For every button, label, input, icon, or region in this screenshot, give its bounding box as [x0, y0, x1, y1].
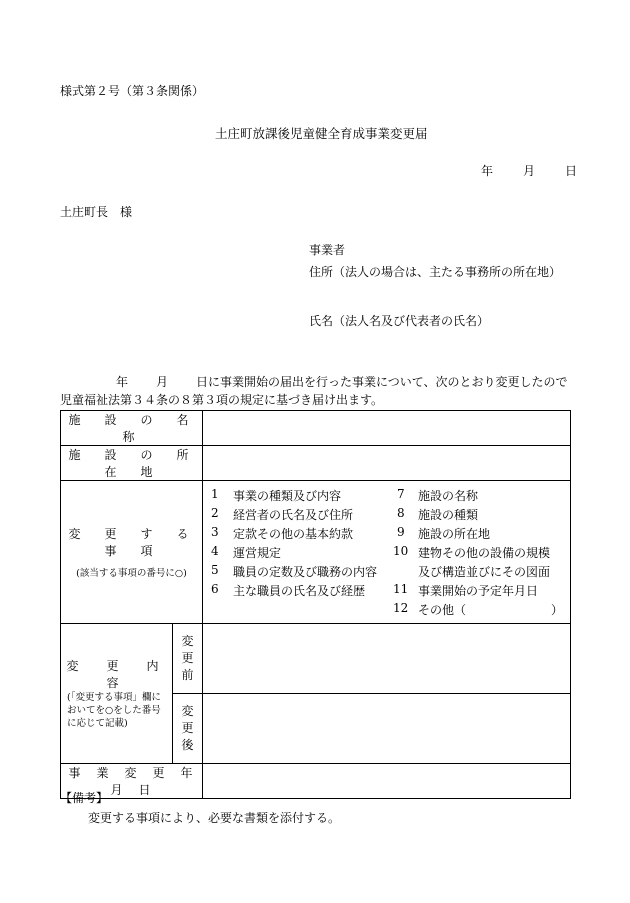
before-label: 変更前	[181, 634, 194, 682]
applicant-heading: 事業者	[309, 243, 346, 257]
date-day: 日	[565, 164, 578, 178]
change-item-num: 11	[393, 581, 409, 596]
addressee: 土庄町長 様	[60, 205, 133, 219]
remarks-heading: 【備考】	[60, 791, 109, 805]
change-item-text: ）	[551, 602, 564, 617]
change-item-text: 施設の種類	[418, 507, 479, 522]
after-label: 変更後	[181, 704, 194, 752]
change-item-text: 事業の種類及び内容	[233, 488, 342, 503]
change-form-table	[60, 410, 571, 799]
applicant-name-label: 氏名（法人名及び代表者の氏名）	[309, 314, 490, 328]
change-content-label-cell	[61, 624, 187, 764]
change-item-num: 9	[397, 524, 405, 539]
change-items-label: 変 更 す る 事 項	[68, 526, 213, 558]
facility-address-label: 施 設 の 所 在 地	[61, 446, 203, 481]
body-line-1-rest: 日に事業開始の届出を行った事業について、次のとおり変更したので	[196, 375, 568, 389]
change-item-num: 6	[211, 581, 219, 596]
change-item-num: 8	[397, 505, 405, 520]
change-item-text: 事業開始の予定年月日	[418, 583, 539, 598]
change-date-field[interactable]	[203, 764, 571, 799]
change-content-label: 変 更 内 容	[66, 659, 187, 690]
change-item-text: 建物その他の設備の規模	[418, 545, 551, 560]
change-items-cell[interactable]	[203, 481, 571, 624]
after-label-cell	[173, 694, 203, 764]
change-item-num: 4	[211, 543, 219, 558]
change-item-text: 定款その他の基本約款	[233, 526, 354, 541]
after-field[interactable]	[203, 694, 571, 764]
form-number: 様式第２号（第３条関係）	[60, 84, 205, 98]
facility-address-field[interactable]	[203, 446, 571, 481]
page-title: 土庄町放課後児童健全育成事業変更届	[215, 126, 428, 141]
body-month: 月	[156, 375, 169, 389]
change-content-sublabel: (「変更する事項」欄においてを○をした番号に応じて記載)	[67, 692, 161, 729]
change-item-num: 5	[211, 562, 219, 577]
change-item-text: 及び構造並びにその図面	[418, 564, 551, 579]
change-items-sublabel: (該当する事項の番号に○)	[76, 567, 187, 579]
body-line-1	[116, 373, 568, 390]
facility-name-field[interactable]	[203, 411, 571, 446]
change-item-num: 3	[211, 524, 219, 539]
date-year: 年	[481, 164, 494, 178]
change-item-text: 主な職員の氏名及び経歴	[233, 583, 366, 598]
facility-name-label: 施 設 の 名 称	[61, 411, 203, 446]
date-month: 月	[523, 164, 536, 178]
change-item-text: 経営者の氏名及び住所	[233, 507, 354, 522]
change-item-num: 7	[397, 486, 405, 501]
change-items-label-cell	[61, 481, 213, 624]
change-items-list	[203, 485, 570, 620]
before-field[interactable]	[203, 624, 571, 694]
change-item-num: 2	[211, 505, 219, 520]
date-line	[481, 162, 577, 179]
change-item-num: 10	[393, 543, 409, 558]
change-item-text: 施設の名称	[418, 488, 479, 503]
change-item-text: 職員の定数及び職務の内容	[233, 564, 378, 579]
change-item-text: 施設の所在地	[418, 526, 491, 541]
body-year: 年	[116, 375, 129, 389]
change-item-text: 運営規定	[233, 545, 282, 560]
change-date-label: 事 業 変 更 年 月 日	[61, 764, 203, 799]
applicant-address-label: 住所（法人の場合は、主たる事務所の所在地）	[309, 265, 562, 279]
change-item-text: その他（	[418, 602, 467, 617]
change-item-num: 12	[393, 600, 409, 615]
change-item-num: 1	[211, 486, 219, 501]
remarks-text: 変更する事項により、必要な書類を添付する。	[88, 811, 341, 825]
body-line-2: 児童福祉法第３４条の８第３項の規定に基づき届け出ます。	[60, 393, 384, 407]
